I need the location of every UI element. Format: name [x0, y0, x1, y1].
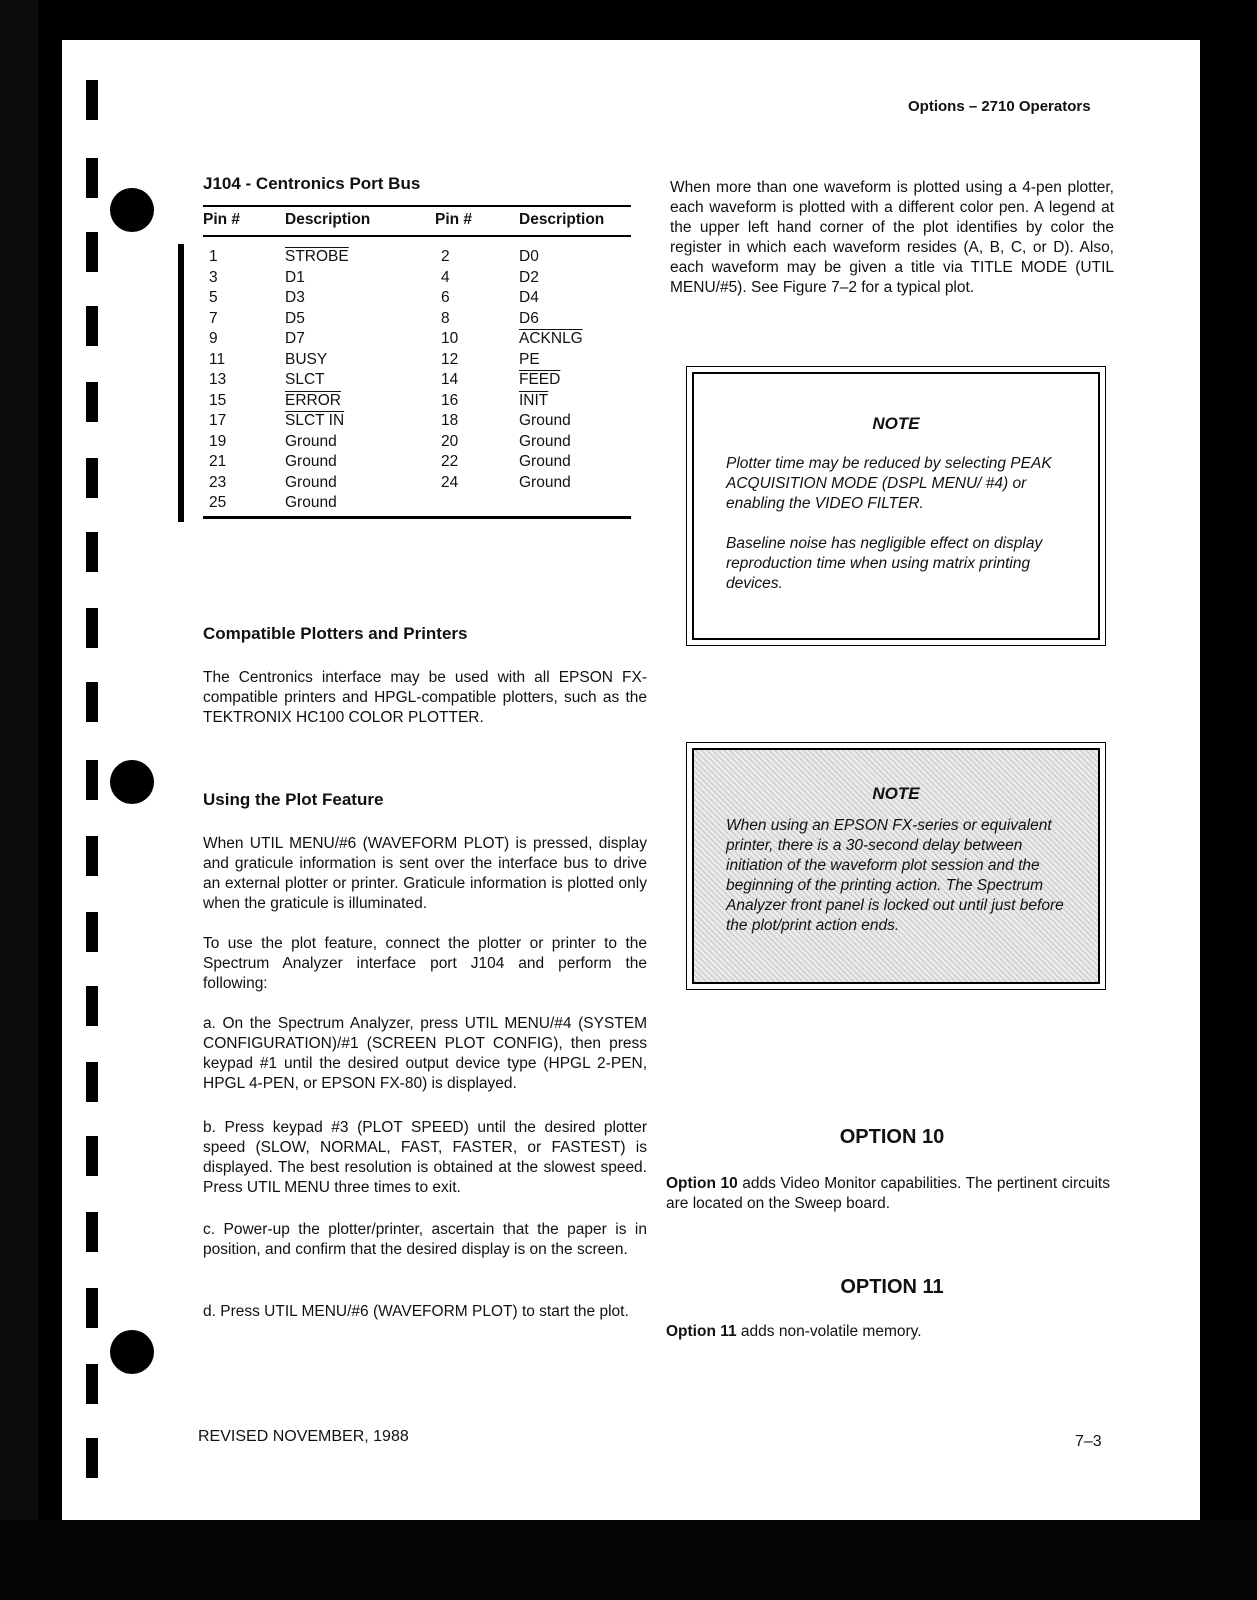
table-row — [203, 309, 631, 330]
note-title: NOTE — [872, 784, 920, 803]
binder-tab — [86, 1062, 98, 1102]
pin-description: SLCT — [285, 371, 325, 388]
binder-tab — [86, 458, 98, 498]
pin-number: 4 — [441, 268, 450, 286]
option-text: adds Video Monitor capabilities. The pertinent circuits are located on the Sweep board. — [666, 1175, 1110, 1212]
pin-description: Ground — [285, 432, 337, 450]
scan-border-left — [0, 0, 38, 1600]
option-text: adds non-volatile memory. — [736, 1323, 922, 1340]
note-text: Baseline noise has negligible effect on display reproduction time when using matrix printing devices. — [726, 535, 1043, 592]
binder-tab — [86, 986, 98, 1026]
pin-description: D3 — [285, 289, 305, 306]
scan-border-bottom — [0, 1520, 1257, 1600]
option-lead: Option 11 — [666, 1323, 737, 1340]
pin-description: PE — [519, 350, 540, 368]
pin-description: Ground — [519, 473, 571, 491]
pin-number: 18 — [441, 412, 459, 429]
pin-number: 14 — [441, 371, 459, 388]
table-row — [203, 288, 631, 309]
table-rule — [203, 516, 631, 519]
column-header: Description — [285, 211, 371, 228]
table-row — [203, 329, 631, 350]
pin-description: D4 — [519, 289, 539, 306]
pin-description: D1 — [285, 268, 305, 286]
pin-description: Ground — [285, 494, 337, 511]
column-header: Pin # — [435, 211, 473, 228]
table-row — [203, 247, 631, 268]
option-10-paragraph — [666, 1174, 1110, 1214]
table-row — [203, 350, 631, 371]
plot-feature-paragraph: To use the plot feature, connect the plotter or printer to the Spectrum Analyzer interface port J104 and perform the following: — [203, 935, 647, 992]
pin-number: 7 — [209, 309, 218, 327]
pin-number: 13 — [209, 371, 227, 388]
pin-number: 25 — [209, 494, 227, 511]
binder-tab — [86, 532, 98, 572]
pin-description: D7 — [285, 330, 305, 347]
binder-tab — [86, 1438, 98, 1478]
pin-description: ACKNLG — [519, 330, 583, 347]
option-11-paragraph — [666, 1322, 1110, 1342]
pin-description: ERROR — [285, 391, 341, 409]
table-row — [203, 473, 631, 494]
table-row — [203, 493, 631, 514]
table-row — [203, 432, 631, 453]
binder-tab — [86, 232, 98, 272]
pin-number: 19 — [209, 432, 227, 450]
binder-tab — [86, 382, 98, 422]
revision-date: REVISED NOVEMBER, 1988 — [198, 1428, 409, 1445]
pin-number — [435, 493, 519, 514]
pin-description: STROBE — [285, 248, 349, 265]
binder-tab — [86, 608, 98, 648]
pin-description: BUSY — [285, 350, 328, 368]
binder-tab — [86, 1136, 98, 1176]
table-header — [203, 207, 631, 231]
pin-number: 1 — [209, 248, 218, 265]
pin-number: 23 — [209, 473, 227, 491]
section-heading: Using the Plot Feature — [203, 790, 384, 809]
pin-description: SLCT IN — [285, 412, 345, 429]
option-10-heading: OPTION 10 — [839, 1126, 945, 1148]
table-row — [203, 370, 631, 391]
pin-number: 12 — [441, 350, 459, 368]
binder-tab — [86, 1288, 98, 1328]
note-text: When using an EPSON FX-series or equivalent printer, there is a 30-second delay between initiation of the waveform plot session and the beginning of the printing action. The Spectrum Analyzer front panel is locked out until just before the plot/print action ends. — [726, 817, 1064, 934]
option-lead: Option 10 — [666, 1175, 738, 1192]
binder-tab — [86, 682, 98, 722]
pin-number: 10 — [441, 330, 459, 347]
pin-table — [203, 205, 631, 519]
binder-tab — [86, 1212, 98, 1252]
plot-step: c. Power-up the plotter/printer, ascertain that the paper is in position, and confirm that the desired display is on the screen. — [203, 1221, 647, 1258]
note-box — [692, 372, 1100, 640]
pin-description: Ground — [519, 453, 571, 470]
pin-number: 5 — [209, 289, 218, 306]
pin-number: 6 — [441, 289, 450, 306]
pin-number: 22 — [441, 453, 459, 470]
plot-legend-paragraph: When more than one waveform is plotted using a 4-pen plotter, each waveform is plotted with a different color pen. A legend at the upper left hand corner of the plot identifies by color the register in which each waveform resides (A, B, C, or D). Also, each waveform may be given a title via TITLE MODE (UTIL MENU/#5). See Figure 7–2 for a typical plot. — [670, 179, 1114, 296]
pin-description: Ground — [519, 432, 571, 450]
running-header: Options – 2710 Operators — [908, 98, 1091, 115]
table-row — [203, 391, 631, 412]
pin-description: Ground — [285, 453, 337, 470]
note-title: NOTE — [872, 414, 920, 433]
pin-description: D2 — [519, 268, 539, 286]
pin-description: D5 — [285, 309, 305, 327]
pin-number: 21 — [209, 453, 227, 470]
note-box-shaded — [692, 748, 1100, 984]
plot-step: b. Press keypad #3 (PLOT SPEED) until the desired plotter speed (SLOW, NORMAL, FAST, FASTER, or FASTEST) is displayed. The best resolution is obtained at the slowest speed. Press UTIL MENU three times to exit. — [203, 1119, 647, 1196]
pin-number: 8 — [441, 309, 450, 327]
punch-hole — [110, 760, 154, 804]
binder-tab — [86, 158, 98, 198]
binder-tab — [86, 306, 98, 346]
table-row — [203, 268, 631, 289]
pin-number: 24 — [441, 473, 459, 491]
page-number: 7–3 — [1075, 1433, 1102, 1450]
table-row — [203, 411, 631, 432]
pin-number: 9 — [209, 330, 218, 347]
column-header: Description — [519, 211, 605, 228]
pin-number: 16 — [441, 391, 459, 409]
pin-description: D6 — [519, 309, 539, 327]
binder-tab — [86, 836, 98, 876]
plot-step: a. On the Spectrum Analyzer, press UTIL MENU/#4 (SYSTEM CONFIGURATION)/#1 (SCREEN PLOT CONFIG), then press keypad #1 until the desired output device type (HPGL 2-PEN, HPGL 4-PEN, or EPSON FX-80) is displayed. — [203, 1015, 647, 1092]
binder-tab — [86, 912, 98, 952]
binder-tab — [86, 760, 98, 800]
pin-description: FEED — [519, 371, 561, 388]
option-11-heading: OPTION 11 — [840, 1276, 944, 1298]
table-body — [203, 237, 631, 514]
pin-description: Ground — [519, 412, 571, 429]
pin-number: 2 — [441, 248, 450, 265]
note-text: Plotter time may be reduced by selecting PEAK ACQUISITION MODE (DSPL MENU/ #4) or enabling the VIDEO FILTER. — [726, 455, 1052, 512]
pin-description — [519, 493, 629, 514]
pin-number: 17 — [209, 412, 227, 429]
plot-feature-paragraph: When UTIL MENU/#6 (WAVEFORM PLOT) is pressed, display and graticule information is sent over the interface bus to drive an external plotter or printer. Graticule information is plotted only when the graticule is illuminated. — [203, 835, 647, 912]
pin-description: INIT — [519, 391, 549, 409]
pin-description: D0 — [519, 248, 539, 265]
punch-hole — [110, 1330, 154, 1374]
pin-description: Ground — [285, 473, 337, 491]
pin-number: 11 — [209, 350, 226, 368]
pin-number: 3 — [209, 268, 218, 286]
binder-tab — [86, 1364, 98, 1404]
table-row — [203, 452, 631, 473]
pin-number: 15 — [209, 391, 227, 409]
pin-number: 20 — [441, 432, 459, 450]
section-heading: Compatible Plotters and Printers — [203, 624, 468, 643]
punch-hole — [110, 188, 154, 232]
pin-table-title: J104 - Centronics Port Bus — [203, 174, 421, 193]
column-header: Pin # — [203, 211, 241, 228]
compatible-paragraph: The Centronics interface may be used with all EPSON FX-compatible printers and HPGL-compatible plotters, such as the TEKTRONIX HC100 COLOR PLOTTER. — [203, 669, 647, 726]
plot-step: d. Press UTIL MENU/#6 (WAVEFORM PLOT) to start the plot. — [203, 1303, 629, 1320]
binder-tab — [86, 80, 98, 120]
change-bar — [178, 244, 184, 522]
